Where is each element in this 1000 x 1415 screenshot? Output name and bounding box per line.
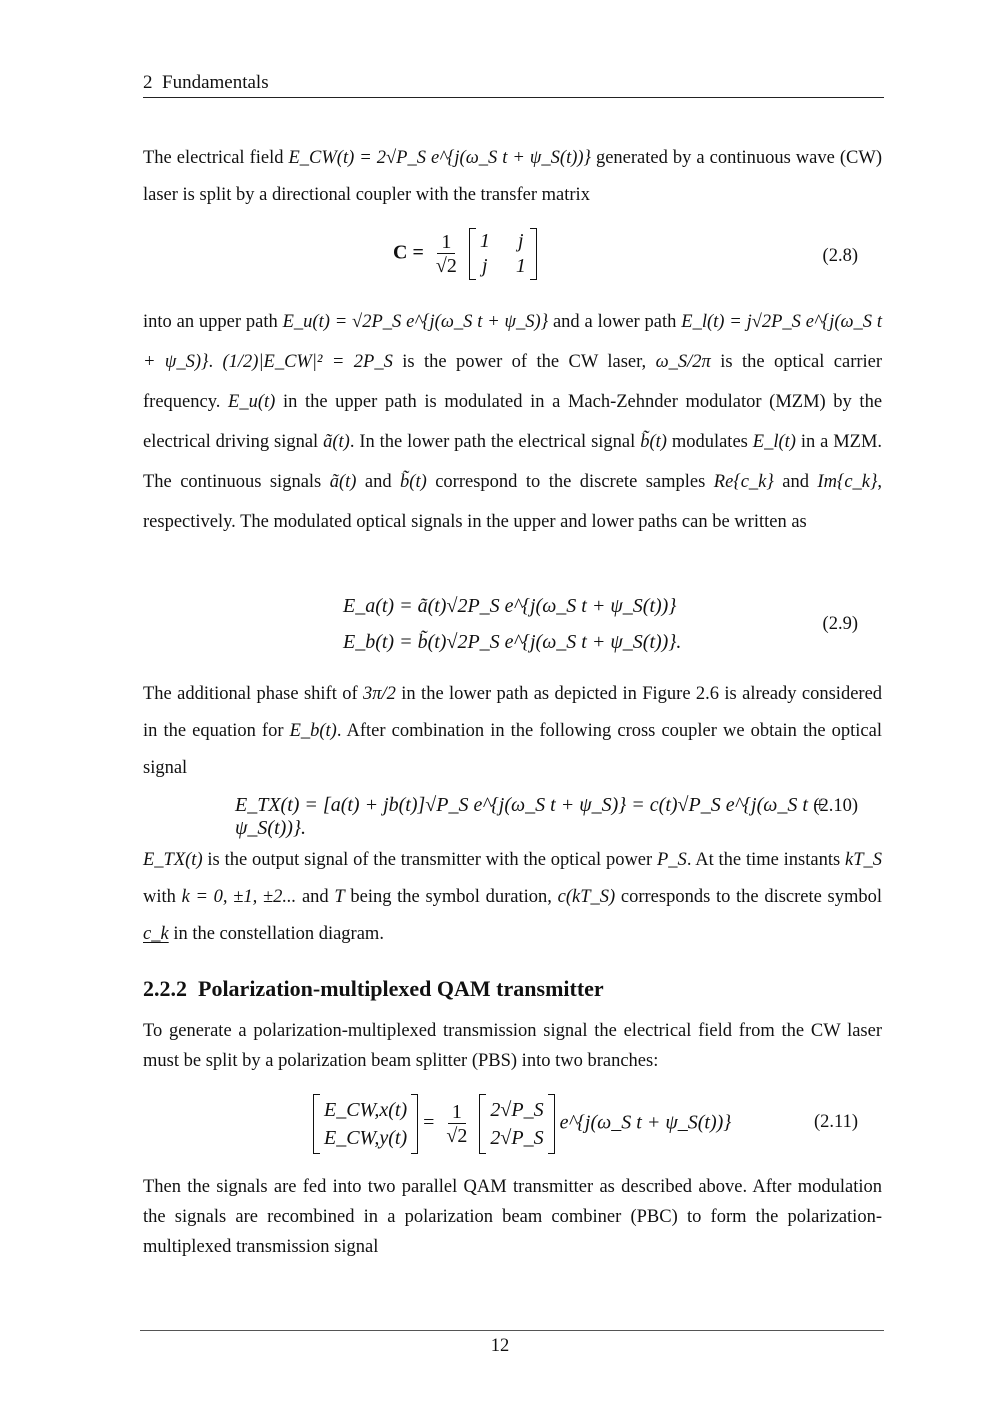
p2-text-b: and a lower path bbox=[552, 312, 677, 332]
eq-2-11-rhs-vector bbox=[479, 1094, 554, 1154]
equation-number: (2.10) bbox=[813, 796, 858, 816]
t-symbol: T bbox=[334, 887, 345, 907]
ps-symbol: P_S bbox=[657, 850, 687, 870]
imag-part-ck: Im{c_k} bbox=[817, 472, 878, 492]
eu-symbol: E_u(t) bbox=[228, 392, 276, 412]
p4-text-c: with bbox=[143, 887, 176, 907]
p1-text-b: generated by a continuous wave (CW) laser is split by a directional coupler with the transfer matrix bbox=[143, 148, 882, 205]
chapter-number: 2 bbox=[143, 72, 153, 93]
p2-text-h: in a MZM. The continuous signals bbox=[143, 432, 883, 492]
section-title: Polarization-multiplexed QAM transmitter bbox=[198, 976, 604, 1001]
eq-2-9-line-1: E_a(t) = ã(t)√2P_S e^{j(ω_S t + ψ_S(t))} bbox=[343, 595, 677, 617]
eq-2-9-tail: . bbox=[676, 631, 682, 653]
equation-2-10 bbox=[143, 794, 882, 839]
vector-entry: 2√P_S bbox=[490, 1127, 544, 1149]
matrix-cell: 1 bbox=[479, 230, 490, 252]
p3-text-a: The additional phase shift of bbox=[143, 684, 358, 704]
p3-text-b: in the lower path as depicted in Figure 2.6 is already considered in the equation for bbox=[143, 684, 883, 741]
power-definition: (1/2)|E_CW|² = 2P_S bbox=[222, 352, 393, 372]
p4-text-g: in the constellation diagram. bbox=[173, 924, 384, 944]
vector-entry: E_CW,y(t) bbox=[324, 1127, 408, 1149]
eq-2-11-exponential: e^{j(ω_S t + ψ_S(t))} bbox=[559, 1111, 732, 1134]
paragraph-4 bbox=[143, 842, 882, 953]
p4-text-b: . At the time instants bbox=[686, 850, 841, 870]
eb-symbol: E_b(t) bbox=[289, 721, 337, 741]
equation-2-11-body bbox=[313, 1094, 731, 1154]
real-part-ck: Re{c_k} bbox=[713, 472, 774, 492]
p4-text-d: and bbox=[301, 887, 329, 907]
kts-symbol: kT_S bbox=[845, 850, 882, 870]
equation-2-9-body bbox=[343, 588, 681, 660]
equation-2-8 bbox=[143, 228, 882, 288]
transfer-matrix bbox=[469, 228, 537, 280]
matrix-cell: j bbox=[518, 230, 524, 252]
p2-text-g: modulates bbox=[671, 432, 748, 452]
eq-2-9-line-2: E_b(t) = b̃(t)√2P_S e^{j(ω_S t + ψ_S(t))} bbox=[343, 631, 677, 653]
eq-2-11-lhs-vector bbox=[313, 1094, 418, 1154]
paragraph-2: into an upper path E_u(t) = √2P_S e^{j(ω_S t + ψ_S)} and a lower path E_l(t) = j√2P_S e^{j(ω_S t + ψ_S)}. (1/2)|E_CW|² = 2P_S is the power of the CW laser, ω_S/2π is the optical carrier frequency. E_u(t) in the upper path is modulated in a Mach-Zehnder modulator (MZM) by the electrical driving signal ã(t). In the lower path the electrical signal b̃(t) modulates E_l(t) in a MZM. The continuous signals ã(t) and b̃(t) correspond to the discrete samples Re{c_k} and Im{c_k}, respectively. The modulated optical signals in the upper and lower paths can be written as bbox=[143, 312, 883, 532]
phase-shift: 3π/2 bbox=[363, 684, 396, 704]
b-tilde-symbol-2: b̃(t) bbox=[400, 472, 427, 492]
el-definition: E_l(t) = j√2P_S e^{j(ω_S t + ψ_S)} bbox=[143, 312, 883, 372]
page-number: 12 bbox=[490, 1336, 510, 1356]
p2-text-d: is the optical carrier frequency. bbox=[143, 352, 883, 412]
a-tilde-symbol: ã(t) bbox=[323, 432, 350, 452]
eq-2-8-lhs: C = bbox=[393, 241, 424, 264]
equation-number: (2.9) bbox=[822, 614, 858, 634]
etx-symbol: E_TX(t) bbox=[143, 850, 203, 870]
ck-symbol: c_k bbox=[143, 924, 169, 944]
eq-2-11-equals: = bbox=[423, 1111, 435, 1134]
p4-text-a: is the output signal of the transmitter with the optical power bbox=[207, 850, 653, 870]
vector-entry: E_CW,x(t) bbox=[324, 1099, 408, 1121]
equation-2-9 bbox=[143, 588, 882, 664]
section-number: 2.2.2 bbox=[143, 976, 187, 1001]
eq-2-11-coef-num: 1 bbox=[448, 1101, 466, 1124]
paragraph-3 bbox=[143, 676, 882, 787]
footer-rule bbox=[140, 1330, 884, 1331]
equation-number: (2.8) bbox=[822, 246, 858, 266]
p2-text-e: in the upper path is modulated in a Mach-Zehnder modulator (MZM) by the electrical driving signal bbox=[143, 392, 883, 452]
eq-2-11-coef-den: √2 bbox=[446, 1124, 468, 1147]
vector-entry: 2√P_S bbox=[490, 1099, 544, 1121]
paragraph-5 bbox=[143, 1016, 882, 1076]
p4-text-e: being the symbol duration, bbox=[350, 887, 552, 907]
b-tilde-symbol: b̃(t) bbox=[640, 432, 667, 452]
equation-number: (2.11) bbox=[813, 1112, 858, 1132]
paragraph-6 bbox=[143, 1172, 882, 1262]
eq-2-11-coefficient bbox=[443, 1101, 470, 1148]
el-symbol: E_l(t) bbox=[752, 432, 796, 452]
p6-text: Then the signals are fed into two parallel QAM transmitter as described above. After modulation the signals are recombined in a polarization beam combiner (PBC) to form the polarization-multiplexed transmission signal bbox=[143, 1177, 882, 1257]
p2-text-k: and bbox=[782, 472, 809, 492]
p2-text-j: correspond to the discrete samples bbox=[435, 472, 706, 492]
p5-text: To generate a polarization-multiplexed transmission signal the electrical field from the CW laser must be split by a polarization beam splitter (PBS) into two branches: bbox=[143, 1021, 882, 1071]
a-tilde-symbol-2: ã(t) bbox=[329, 472, 357, 492]
ecw-definition: E_CW(t) = 2√P_S e^{j(ω_S t + ψ_S(t))} bbox=[288, 148, 591, 168]
eu-definition: E_u(t) = √2P_S e^{j(ω_S t + ψ_S)} bbox=[282, 312, 549, 332]
c-kts-symbol: c(kT_S) bbox=[557, 887, 616, 907]
p2-text-c: is the power of the CW laser, bbox=[402, 352, 647, 372]
carrier-frequency: ω_S/2π bbox=[655, 352, 711, 372]
running-header bbox=[143, 72, 884, 98]
paragraph-1 bbox=[143, 140, 882, 214]
equation-2-8-body bbox=[393, 228, 537, 280]
eq-2-8-coef-num: 1 bbox=[437, 231, 455, 254]
k-range: k = 0, ±1, ±2... bbox=[181, 887, 297, 907]
eq-2-8-coef-den: √2 bbox=[435, 254, 457, 277]
equation-2-10-body: E_TX(t) = [a(t) + jb(t)]√P_S e^{j(ω_S t + ψ_S)} = c(t)√P_S e^{j(ω_S t + ψ_S(t))}. bbox=[235, 794, 827, 839]
matrix-cell: j bbox=[482, 255, 488, 277]
section-heading-block bbox=[143, 976, 882, 1002]
matrix-cell: 1 bbox=[515, 255, 526, 277]
p3-text-c: . After combination in the following cross coupler we obtain the optical signal bbox=[143, 721, 882, 778]
p2-text-a: into an upper path bbox=[143, 312, 278, 332]
section-heading bbox=[143, 976, 882, 1002]
p1-text-a: The electrical field bbox=[143, 148, 284, 168]
chapter-title: Fundamentals bbox=[162, 72, 269, 93]
p4-text-f: corresponds to the discrete symbol bbox=[620, 887, 883, 907]
equation-2-11 bbox=[143, 1094, 882, 1158]
p2-text-f: . In the lower path the electrical signal bbox=[349, 432, 636, 452]
p2-text-l: , respectively. The modulated optical signals in the upper and lower paths can be written as bbox=[143, 472, 883, 532]
eq-2-8-coefficient bbox=[433, 231, 460, 278]
p2-text-i: and bbox=[364, 472, 392, 492]
